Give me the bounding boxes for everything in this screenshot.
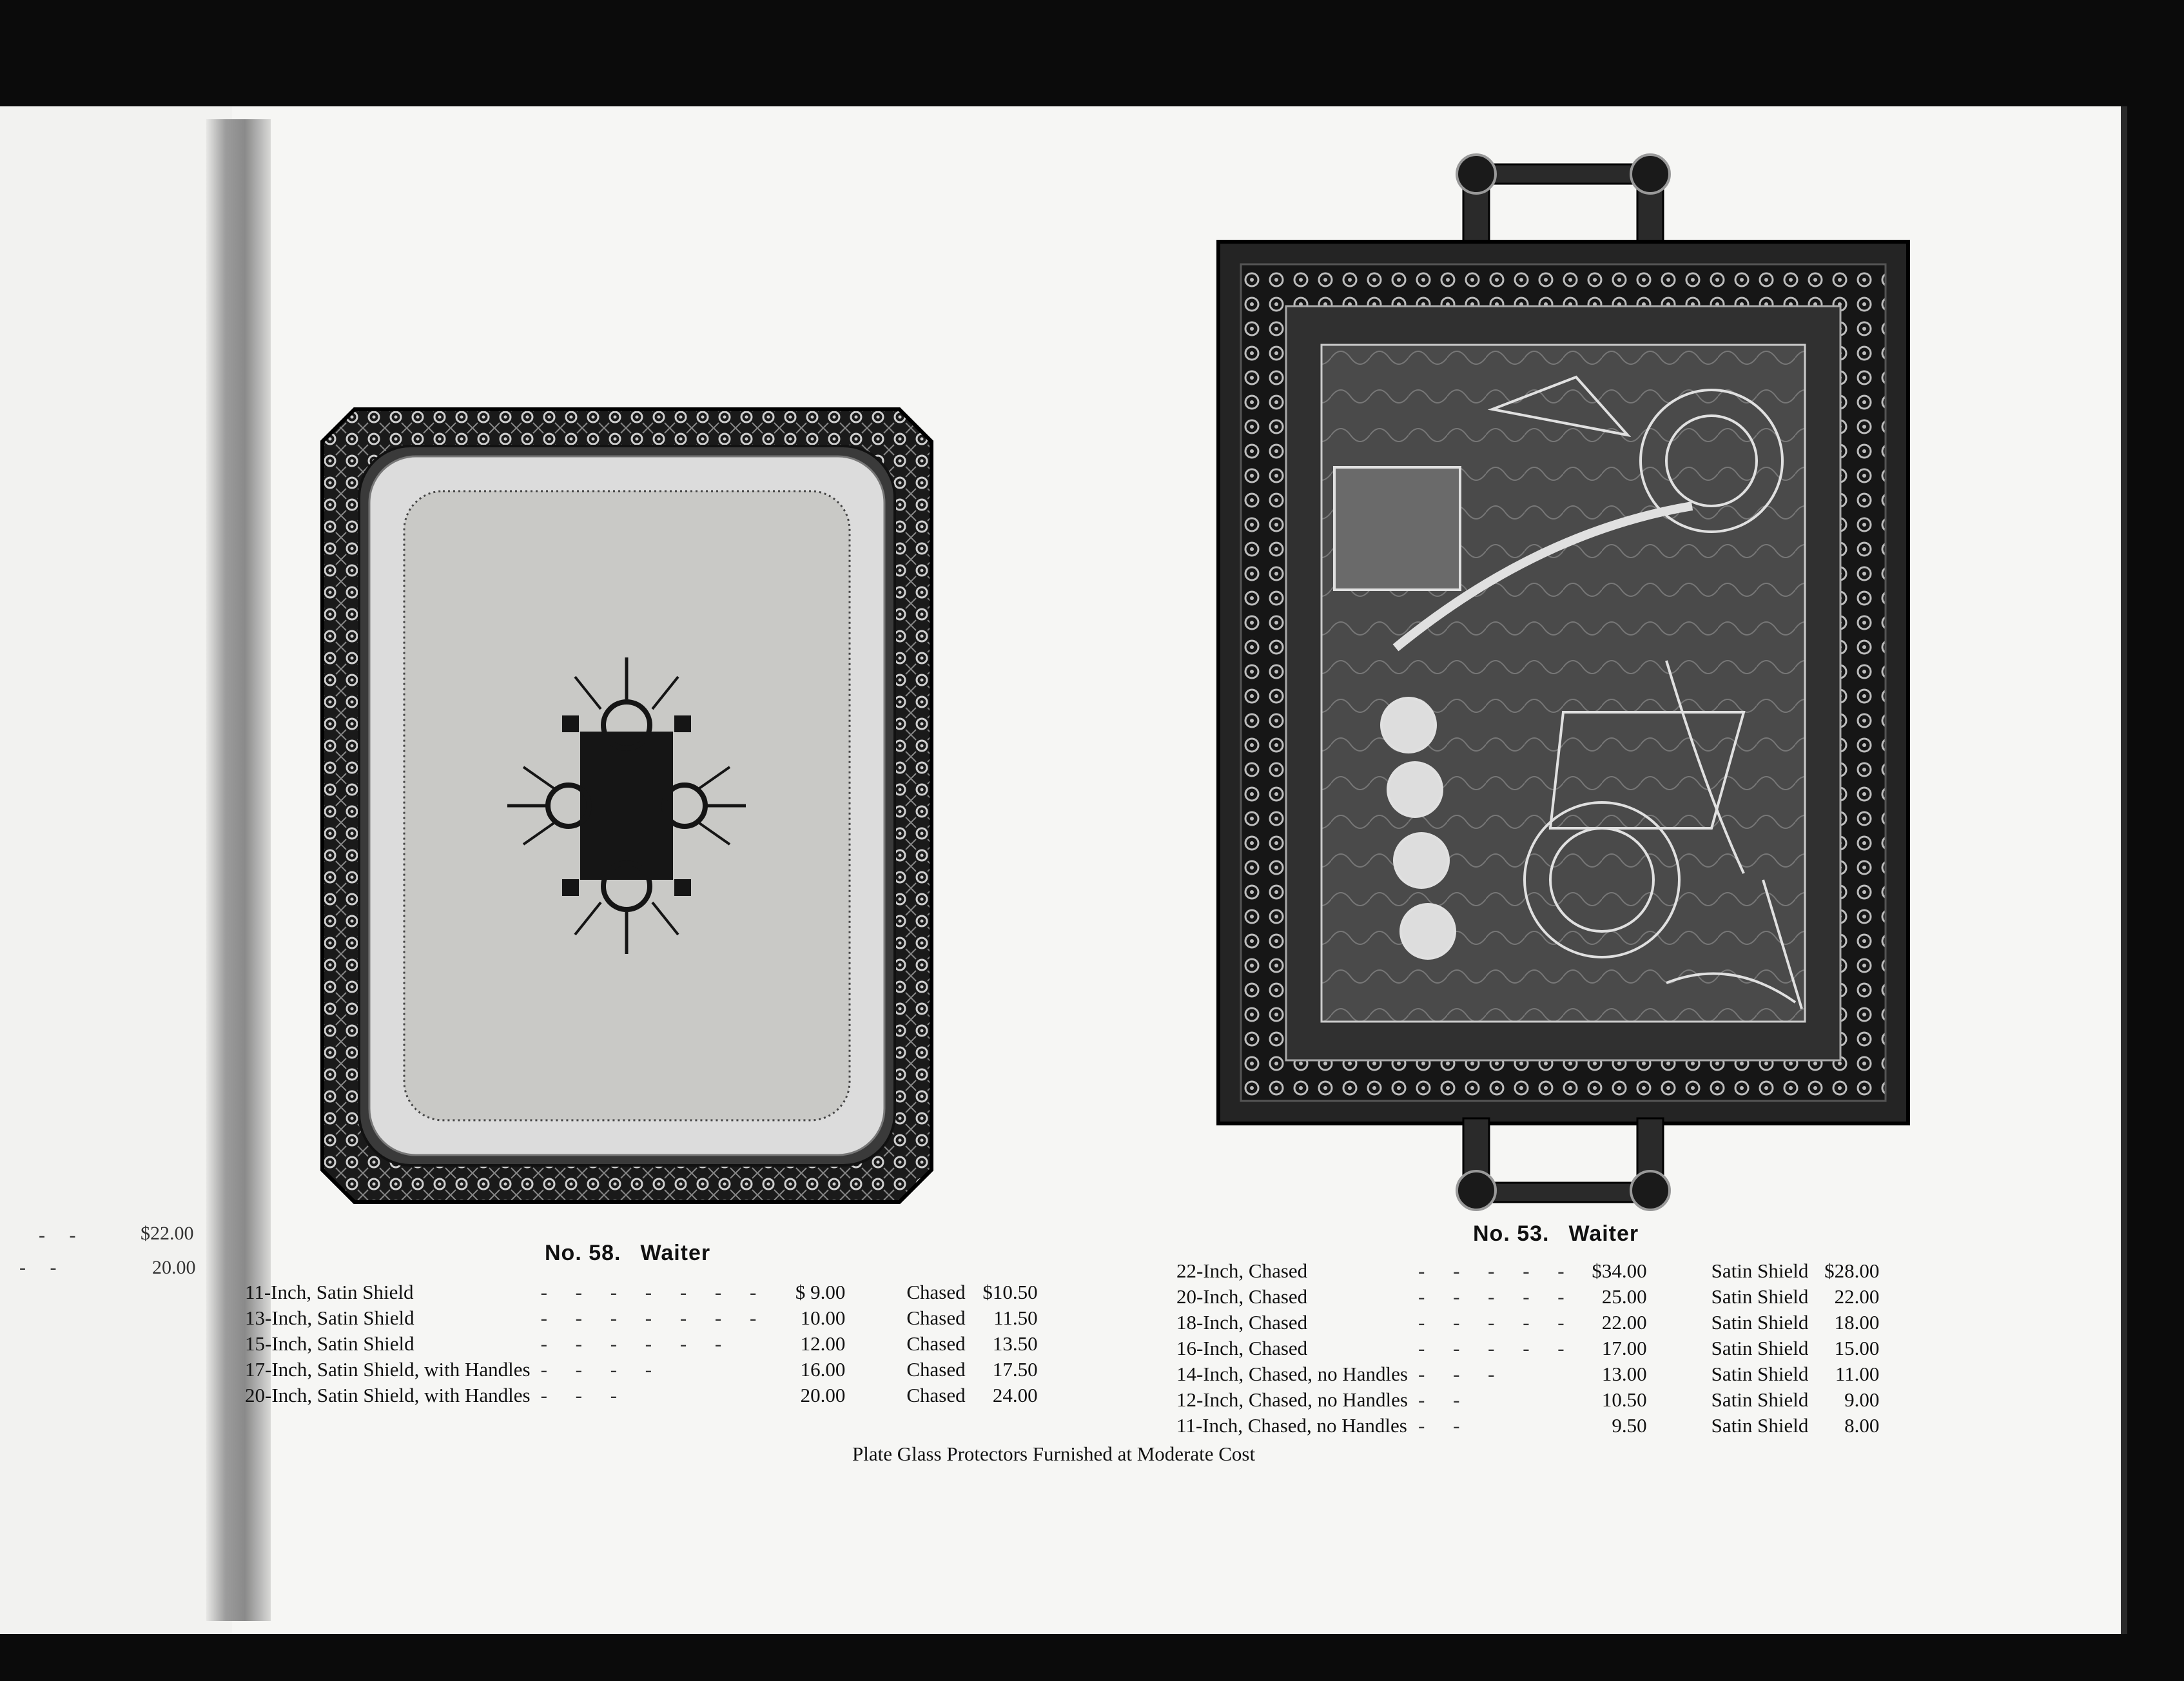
price: 22.00 bbox=[1601, 1311, 1647, 1334]
price-row bbox=[1176, 1284, 1879, 1310]
leader-dashes: - - - - - bbox=[1418, 1337, 1576, 1359]
satin-shield-label: Satin Shield bbox=[1711, 1337, 1809, 1359]
price: 25.00 bbox=[1601, 1285, 1647, 1308]
size-label: 12-Inch, Chased, no Handles bbox=[1176, 1388, 1408, 1411]
size-label: 22-Inch, Chased bbox=[1176, 1259, 1308, 1282]
leader-dashes: - - - - - bbox=[1418, 1311, 1576, 1334]
size-label: 13-Inch, Satin Shield bbox=[245, 1307, 414, 1329]
page-right-edge bbox=[2121, 106, 2127, 1634]
size-label: 20-Inch, Chased bbox=[1176, 1285, 1308, 1308]
satin-shield-price: 22.00 bbox=[1834, 1285, 1880, 1308]
price: 9.50 bbox=[1612, 1414, 1647, 1437]
satin-shield-price: $28.00 bbox=[1824, 1259, 1880, 1282]
price: 12.00 bbox=[800, 1332, 846, 1355]
leader-dashes: - - - - - - bbox=[540, 1332, 734, 1355]
leader-dashes: - - - - - bbox=[1418, 1285, 1576, 1308]
waiter-58-price-list bbox=[245, 1279, 1038, 1408]
price-row bbox=[245, 1305, 1038, 1331]
chased-label: Chased bbox=[906, 1384, 966, 1406]
satin-shield-label: Satin Shield bbox=[1711, 1311, 1809, 1334]
leader-dashes: - - - - - - - bbox=[540, 1281, 768, 1303]
satin-shield-price: 15.00 bbox=[1834, 1337, 1880, 1359]
price-row bbox=[1176, 1258, 1879, 1284]
product-number: No. 53. bbox=[1473, 1221, 1550, 1246]
size-label: 15-Inch, Satin Shield bbox=[245, 1332, 414, 1355]
price: 20.00 bbox=[800, 1384, 846, 1406]
price: 16.00 bbox=[800, 1358, 846, 1381]
price: 10.50 bbox=[1601, 1388, 1647, 1411]
leader-dashes: - - bbox=[1418, 1388, 1472, 1411]
price-row bbox=[245, 1279, 1038, 1305]
chased-label: Chased bbox=[906, 1281, 966, 1303]
price-row bbox=[1176, 1413, 1879, 1439]
price-row bbox=[1176, 1336, 1879, 1361]
chased-label: Chased bbox=[906, 1332, 966, 1355]
price-row bbox=[245, 1331, 1038, 1357]
previous-page-edge bbox=[0, 106, 232, 1634]
waiter-53-price-list bbox=[1176, 1258, 1879, 1439]
size-label: 11-Inch, Satin Shield bbox=[245, 1281, 414, 1303]
satin-shield-label: Satin Shield bbox=[1711, 1388, 1809, 1411]
price: 10.00 bbox=[800, 1307, 846, 1329]
satin-shield-price: 18.00 bbox=[1834, 1311, 1880, 1334]
satin-shield-label: Satin Shield bbox=[1711, 1259, 1809, 1282]
price: 17.00 bbox=[1601, 1337, 1647, 1359]
chased-price: $10.50 bbox=[982, 1281, 1038, 1303]
chased-price: 17.50 bbox=[992, 1358, 1038, 1381]
chased-price: 11.50 bbox=[993, 1307, 1038, 1329]
tray-surface bbox=[1321, 345, 1805, 1022]
size-label: 17-Inch, Satin Shield, with Handles bbox=[245, 1358, 531, 1381]
bottom-handle bbox=[1457, 1118, 1670, 1210]
product-name: Waiter bbox=[1568, 1221, 1639, 1246]
left-page-dashes: - - bbox=[39, 1225, 76, 1246]
price-row bbox=[1176, 1310, 1879, 1336]
leader-dashes: - - - - bbox=[540, 1358, 664, 1381]
satin-shield-price: 8.00 bbox=[1844, 1414, 1880, 1437]
satin-shield-label: Satin Shield bbox=[1711, 1414, 1809, 1437]
chased-label: Chased bbox=[906, 1358, 966, 1381]
satin-shield-price: 11.00 bbox=[1835, 1363, 1880, 1385]
chased-price: 13.50 bbox=[992, 1332, 1038, 1355]
leader-dashes: - - - bbox=[1418, 1363, 1506, 1385]
size-label: 18-Inch, Chased bbox=[1176, 1311, 1308, 1334]
leader-dashes: - - bbox=[1418, 1414, 1472, 1437]
price-row bbox=[245, 1357, 1038, 1383]
price-row bbox=[1176, 1361, 1879, 1387]
waiter-58-caption bbox=[545, 1241, 710, 1266]
product-name: Waiter bbox=[640, 1241, 711, 1265]
leader-dashes: - - - - - bbox=[1418, 1259, 1576, 1282]
waiter-53-illustration bbox=[1215, 145, 1911, 1215]
waiter-58-illustration bbox=[319, 406, 935, 1205]
chased-price: 24.00 bbox=[992, 1384, 1038, 1406]
leader-dashes: - - - bbox=[540, 1384, 629, 1406]
satin-shield-label: Satin Shield bbox=[1711, 1285, 1809, 1308]
chased-label: Chased bbox=[906, 1307, 966, 1329]
leader-dashes: - - - - - - - bbox=[540, 1307, 768, 1329]
size-label: 16-Inch, Chased bbox=[1176, 1337, 1308, 1359]
price: $34.00 bbox=[1592, 1259, 1647, 1282]
left-page-dashes: - - bbox=[19, 1257, 57, 1278]
price-row bbox=[1176, 1387, 1879, 1413]
left-page-price: $22.00 bbox=[141, 1223, 194, 1244]
size-label: 11-Inch, Chased, no Handles bbox=[1176, 1414, 1407, 1437]
price-row bbox=[245, 1383, 1038, 1408]
satin-shield-label: Satin Shield bbox=[1711, 1363, 1809, 1385]
left-page-price: 20.00 bbox=[152, 1257, 196, 1278]
top-handle bbox=[1457, 155, 1670, 251]
footer-note: Plate Glass Protectors Furnished at Moderate Cost bbox=[852, 1443, 1256, 1465]
price: $ 9.00 bbox=[795, 1281, 846, 1303]
satin-shield-price: 9.00 bbox=[1844, 1388, 1880, 1411]
waiter-53-caption bbox=[1473, 1221, 1639, 1247]
product-number: No. 58. bbox=[545, 1241, 621, 1265]
size-label: 14-Inch, Chased, no Handles bbox=[1176, 1363, 1408, 1385]
size-label: 20-Inch, Satin Shield, with Handles bbox=[245, 1384, 531, 1406]
price: 13.00 bbox=[1601, 1363, 1647, 1385]
